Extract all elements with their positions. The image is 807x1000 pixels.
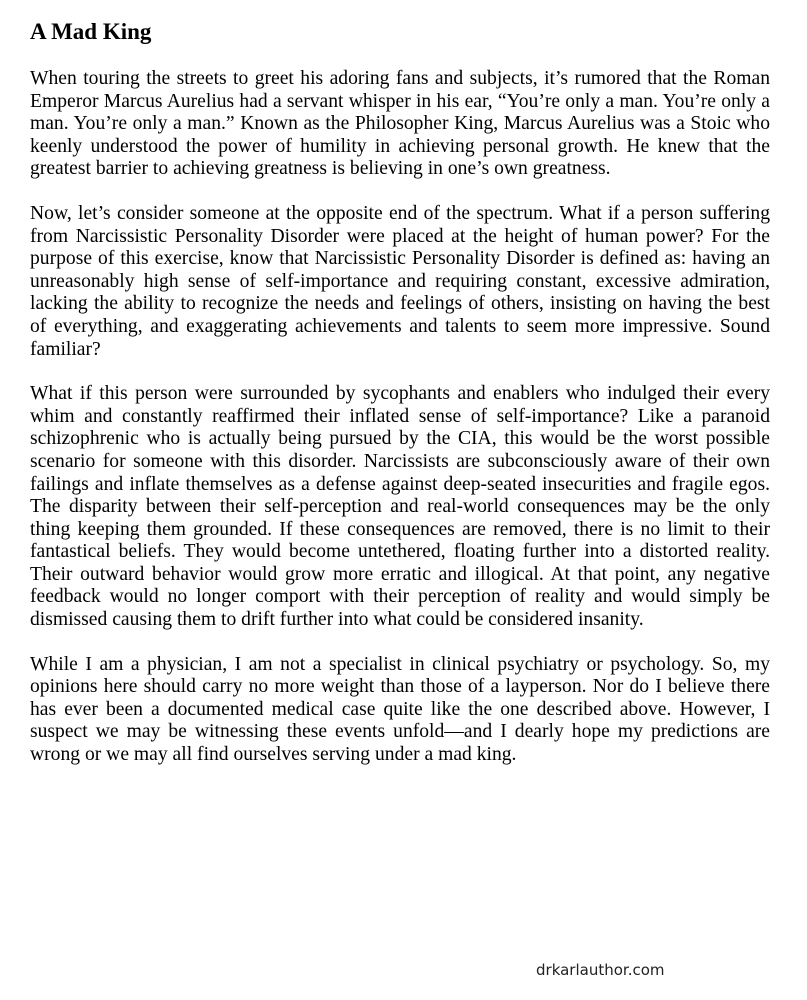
- paragraph-3: What if this person were surrounded by sycophants and enablers who indulged their every whim and constantly reaffirmed their inflated sense of self-importance? Like a paranoid schizophrenic who is actually being pursued by the CIA, this would be the worst possible scenario for someone with this disorder. Narcissists are subconsciously aware of their own failings and inflate themselves as a defense against deep-seated insecurities and fragile egos. The disparity between their self-perception and real-world consequences may be the only thing keeping them grounded. If these consequences are removed, there is no limit to their fantastical beliefs. They would become untethered, floating further into a distorted reality. Their outward behavior would grow more erratic and illogical. At that point, any negative feedback would no longer comport with their perception of reality and would simply be dismissed causing them to drift further into what could be considered insanity.: [30, 383, 770, 631]
- document-page: [30, 18, 770, 789]
- paragraph-1: When touring the streets to greet his adoring fans and subjects, it’s rumored that the Roman Emperor Marcus Aurelius had a servant whisper in his ear, “You’re only a man. You’re only a man. You’re only a man.” Known as the Philosopher King, Marcus Aurelius was a Stoic who keenly understood the power of humility in achieving personal growth. He knew that the greatest barrier to achieving greatness is believing in one’s own greatness.: [30, 68, 770, 180]
- paragraph-4: While I am a physician, I am not a specialist in clinical psychiatry or psychology. So, my opinions here should carry no more weight than those of a layperson. Nor do I believe there has ever been a documented medical case quite like the one described above. However, I suspect we may be witnessing these events unfold—and I dearly hope my predictions are wrong or we may all find ourselves serving under a mad king.: [30, 653, 770, 766]
- website-footer: drkarlauthor.com: [536, 961, 665, 979]
- paragraph-2: Now, let’s consider someone at the opposite end of the spectrum. What if a person suffering from Narcissistic Personality Disorder were placed at the height of human power? For the purpose of this exercise, know that Narcissistic Personality Disorder is defined as: having an unreasonably high sense of self-importance and requiring constant, excessive admiration, lacking the ability to recognize the needs and feelings of others, insisting on having the best of everything, and exaggerating achievements and talents to seem more impressive. Sound familiar?: [30, 202, 770, 360]
- page-title: A Mad King: [30, 19, 152, 44]
